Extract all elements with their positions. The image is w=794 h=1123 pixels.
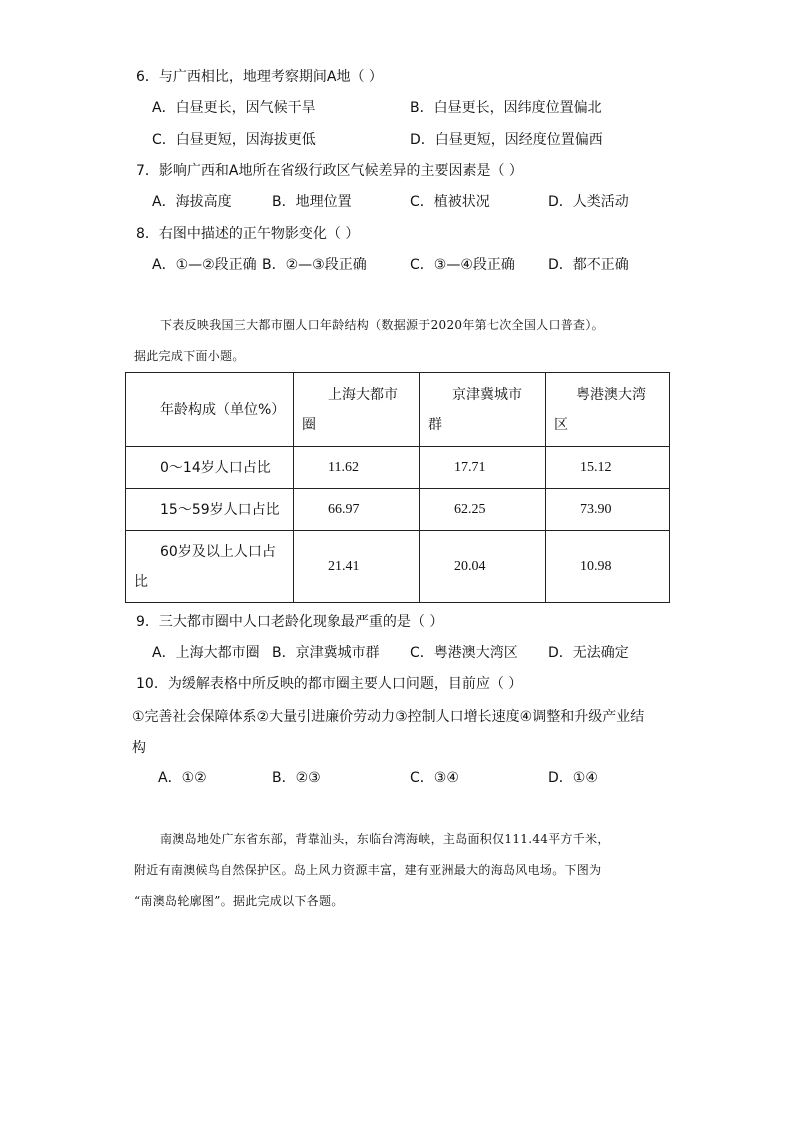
question-10-items-line-1: ①完善社会保障体系②大量引进廉价劳动力③控制人口增长速度④调整和升级产业结: [132, 709, 645, 725]
table-row: [126, 447, 670, 489]
table-row-label-line-1: 60岁及以上人口占: [160, 543, 276, 560]
question-6-option-a: A．白昼更长，因气候干旱: [152, 100, 316, 116]
question-7-option-a: A．海拔高度: [152, 194, 232, 210]
question-10-stem: 10．为缓解表格中所反映的都市圈主要人口问题，目前应（ ）: [136, 676, 523, 692]
table-row-label: [126, 531, 294, 603]
table-cell-value: 62.25: [420, 489, 546, 531]
passage-2-line-1: 南澳岛地处广东省东部，背靠汕头，东临台湾海峡，主岛面积仅111.44平方千米，: [160, 832, 610, 846]
table-header-shanghai: [294, 373, 420, 447]
question-7-option-d: D．人类活动: [548, 194, 629, 210]
table-header-shanghai-line-2: 圈: [302, 416, 316, 433]
table-row-label: 15～59岁人口占比: [126, 489, 294, 531]
table-row-label-line-2: 比: [134, 573, 148, 590]
table-row-label: 0～14岁人口占比: [126, 447, 294, 489]
question-9-option-a: A．上海大都市圈: [152, 645, 260, 661]
question-9-option-d: D．无法确定: [548, 645, 629, 661]
question-8-option-b: B．②—③段正确: [262, 257, 367, 273]
table-cell-value: 17.71: [420, 447, 546, 489]
table-header-gba-line-1: 粤港澳大湾: [576, 386, 646, 403]
passage-2-line-3: “南澳岛轮廓图”。据此完成以下各题。: [134, 894, 344, 908]
table-cell-value: 66.97: [294, 489, 420, 531]
passage-1-line-1: 下表反映我国三大都市圈人口年龄结构（数据源于2020年第七次全国人口普查）。: [160, 318, 604, 332]
question-10-option-a: A．①②: [158, 770, 207, 786]
question-8-option-a: A．①—②段正确: [152, 257, 257, 273]
question-6-option-d: D．白昼更短，因经度位置偏西: [410, 132, 603, 148]
table-cell-value: 11.62: [294, 447, 420, 489]
question-7-option-c: C．植被状况: [410, 194, 490, 210]
table-header-jingjinji: [420, 373, 546, 447]
table-header-row: [126, 373, 670, 447]
table-cell-value: 10.98: [546, 531, 670, 603]
passage-2-line-2: 附近有南澳候鸟自然保护区。岛上风力资源丰富，建有亚洲最大的海岛风电场。下图为: [134, 863, 602, 877]
table-cell-value: 73.90: [546, 489, 670, 531]
question-7-option-b: B．地理位置: [272, 194, 352, 210]
age-structure-table: [125, 372, 670, 603]
question-10-option-b: B．②③: [272, 770, 321, 786]
table-header-jingjinji-line-2: 群: [428, 416, 442, 433]
question-9-option-c: C．粤港澳大湾区: [410, 645, 518, 661]
table-header-gba-line-2: 区: [554, 416, 568, 433]
table-row: [126, 531, 670, 603]
table-header-jingjinji-line-1: 京津冀城市: [452, 386, 522, 403]
table-cell-value: 20.04: [420, 531, 546, 603]
question-8-option-c: C．③—④段正确: [410, 257, 515, 273]
table-cell-value: 15.12: [546, 447, 670, 489]
table-header-shanghai-line-1: 上海大都市: [328, 386, 398, 403]
question-9-stem: 9．三大都市圈中人口老龄化现象最严重的是（ ）: [136, 614, 444, 630]
question-6-option-b: B．白昼更长，因纬度位置偏北: [410, 100, 602, 116]
table-cell-value: 21.41: [294, 531, 420, 603]
table-row: [126, 489, 670, 531]
question-7-stem: 7．影响广西和A地所在省级行政区气候差异的主要因素是（ ）: [136, 163, 523, 179]
question-10-option-d: D．①④: [548, 770, 598, 786]
question-8-option-d: D．都不正确: [548, 257, 629, 273]
table-header-age: 年龄构成（单位%）: [126, 373, 294, 447]
table-header-gba: [546, 373, 670, 447]
question-10-option-c: C．③④: [410, 770, 459, 786]
question-10-items-line-2: 构: [132, 740, 146, 756]
question-6-stem: 6．与广西相比，地理考察期间A地（ ）: [136, 69, 383, 85]
passage-1-line-2: 据此完成下面小题。: [134, 349, 245, 363]
question-9-option-b: B．京津冀城市群: [272, 645, 380, 661]
question-8-stem: 8．右图中描述的正午物影变化（ ）: [136, 226, 360, 242]
question-6-option-c: C．白昼更短，因海拔更低: [152, 132, 316, 148]
